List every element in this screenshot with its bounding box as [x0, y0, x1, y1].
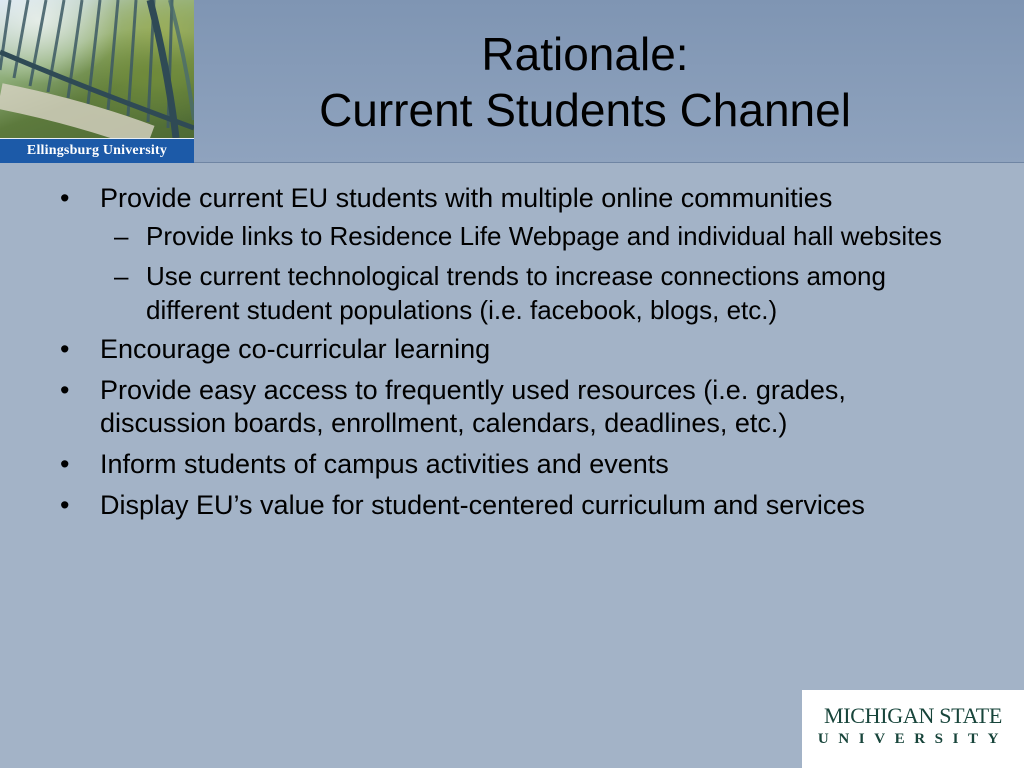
bullet-text: Encourage co-curricular learning — [100, 334, 491, 364]
sub-bullet-text: Use current technological trends to increase connections among different student populations (i.e. facebook, blogs, etc.) — [146, 261, 886, 325]
university-logo-bar — [0, 138, 194, 163]
sub-bullet-item — [114, 259, 960, 327]
slide-title-line-1: Rationale: — [481, 28, 689, 80]
bullet-text: Inform students of campus activities and events — [100, 449, 669, 479]
bullet-item — [60, 448, 960, 481]
bullet-item — [60, 489, 960, 522]
bullet-text: Display EU’s value for student-centered curriculum and services — [100, 490, 865, 520]
university-name: Ellingsburg University — [26, 143, 168, 158]
dash-marker: – — [114, 261, 129, 291]
bullet-item — [60, 374, 960, 440]
msu-logo — [802, 690, 1024, 768]
slide-header — [0, 0, 1024, 163]
sub-bullet-text: Provide links to Residence Life Webpage and individual hall websites — [146, 221, 942, 251]
bullet-marker: • — [60, 334, 70, 364]
bullet-item — [60, 182, 960, 215]
dash-marker: – — [114, 221, 129, 251]
slide-title — [200, 26, 970, 138]
msu-logo-line-1: MICHIGAN STATE — [824, 703, 1002, 728]
msu-logo-line-2: UNIVERSITY — [817, 731, 1009, 747]
bullet-text: Provide easy access to frequently used resources (i.e. grades, discussion boards, enrollment, calendars, deadlines, etc.) — [100, 375, 846, 438]
bullet-marker: • — [60, 490, 70, 520]
slide-title-line-2: Current Students Channel — [319, 84, 851, 136]
bullet-marker: • — [60, 375, 70, 405]
bullet-list — [60, 182, 960, 530]
bullet-item — [60, 333, 960, 366]
bullet-marker: • — [60, 449, 70, 479]
bullet-marker: • — [60, 183, 70, 213]
bridge-photo — [0, 0, 194, 138]
sub-bullet-item — [114, 219, 960, 253]
bullet-text: Provide current EU students with multiple online communities — [100, 183, 833, 213]
bridge-railing-graphic — [0, 0, 194, 138]
